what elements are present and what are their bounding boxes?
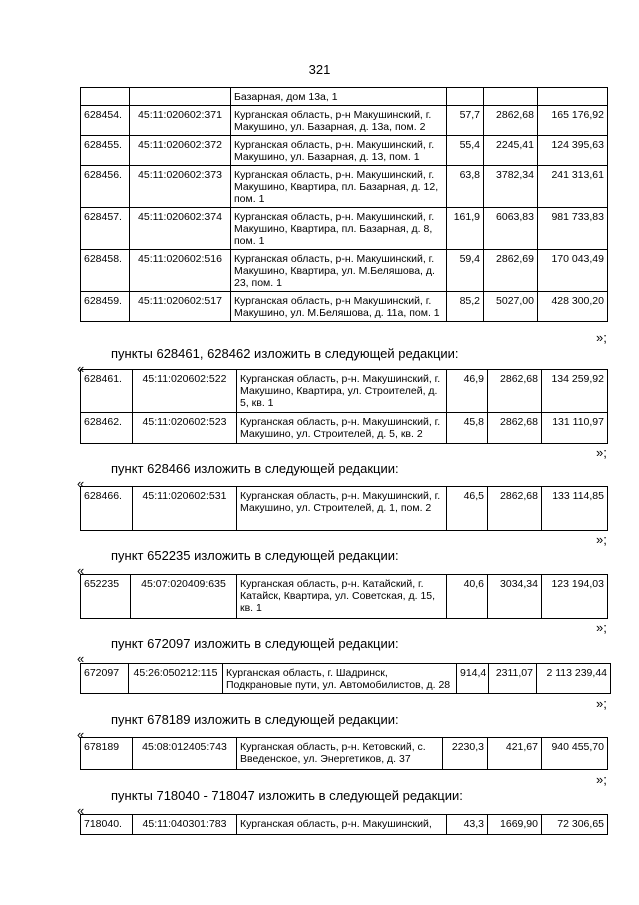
cell-id: 718040.: [81, 815, 133, 835]
cell-area: 57,7: [447, 106, 484, 136]
cell-cadastral: 45:11:020602:372: [130, 136, 231, 166]
opening-quote: «: [77, 727, 85, 742]
cell-price: 2862,68: [488, 370, 542, 413]
cell-area: 59,4: [447, 250, 484, 292]
cell-cadastral: 45:11:020602:373: [130, 166, 231, 208]
cell-id: 678189: [81, 738, 133, 770]
cell-address: Курганская область, р-н. Макушинский, г. Макушино, Квартира, пл. Базарная, д. 12, пом. 1: [231, 166, 447, 208]
cell-cost: 72 306,65: [542, 815, 608, 835]
cell-address: Курганская область, р-н. Кетовский, с. Введенское, ул. Энергетиков, д. 37: [237, 738, 443, 770]
property-table-1: [80, 87, 608, 322]
amendment-paragraph: пункт 652235 изложить в следующей редакции:: [111, 548, 399, 563]
cell-price: 2862,68: [488, 413, 542, 444]
cell-id: 628456.: [81, 166, 130, 208]
cell-price: 3034,34: [488, 575, 542, 619]
closing-quote: »;: [596, 330, 607, 345]
cell-area: 2230,3: [443, 738, 488, 770]
cell-cadastral: 45:07:020409:635: [131, 575, 237, 619]
cell-area: 63,8: [447, 166, 484, 208]
cell-cadastral: 45:11:040301:783: [133, 815, 237, 835]
cell-price: 3782,34: [484, 166, 538, 208]
cell-cost: 981 733,83: [538, 208, 608, 250]
cell-cadastral: 45:08:012405:743: [133, 738, 237, 770]
cell-address: Курганская область, р-н. Макушинский, г. Макушино, ул. Строителей, д. 5, кв. 2: [237, 413, 447, 444]
cell-cost: 123 194,03: [542, 575, 608, 619]
table-row: [81, 370, 608, 413]
amendment-paragraph: пункты 718040 - 718047 изложить в следующей редакции:: [111, 788, 463, 803]
cell-cost: 2 113 239,44: [537, 664, 611, 694]
amendment-paragraph: пункты 628461, 628462 изложить в следующей редакции:: [111, 346, 459, 361]
opening-quote: «: [77, 651, 85, 666]
cell-address: Курганская область, р-н. Макушинский,: [237, 815, 447, 835]
cell-price: 2862,68: [488, 487, 542, 531]
cell-cadastral: 45:11:020602:531: [133, 487, 237, 531]
opening-quote: «: [77, 476, 85, 491]
table-row: [81, 738, 608, 770]
opening-quote: «: [77, 563, 85, 578]
cell-price: 2311,07: [489, 664, 537, 694]
cell-id: 628459.: [81, 292, 130, 322]
cell-price: 2862,68: [484, 106, 538, 136]
cell-address: Курганская область, г. Шадринск, Подкрановые пути, ул. Автомобилистов, д. 28: [223, 664, 457, 694]
cell-price: 6063,83: [484, 208, 538, 250]
table-row: [81, 208, 608, 250]
cell-id: 628457.: [81, 208, 130, 250]
table-row: [81, 487, 608, 531]
cell-cost: 940 455,70: [542, 738, 608, 770]
cell-id: 628455.: [81, 136, 130, 166]
cell-area: 46,9: [447, 370, 488, 413]
cell-address: Курганская область, р-н. Макушинский, г. Макушино, ул. Базарная, д. 13, пом. 1: [231, 136, 447, 166]
cell-address: Курганская область, р-н. Катайский, г. Катайск, Квартира, ул. Советская, д. 15, кв. 1: [237, 575, 447, 619]
cell-area: 85,2: [447, 292, 484, 322]
cell-price: 2862,69: [484, 250, 538, 292]
cell-address: Курганская область, р-н. Макушинский, г. Макушино, Квартира, ул. М.Беляшова, д. 23, пом. 1: [231, 250, 447, 292]
cell-cadastral: 45:11:020602:516: [130, 250, 231, 292]
property-table-2: [80, 369, 608, 444]
table-row: [81, 664, 611, 694]
cell-cadastral: 45:11:020602:374: [130, 208, 231, 250]
table-row: [81, 106, 608, 136]
cell-cost: 133 114,85: [542, 487, 608, 531]
cell-address: Курганская область, р-н. Макушинский, г. Макушино, ул. Строителей, д. 1, пом. 2: [237, 487, 447, 531]
cell-cadastral: 45:26:050212:115: [129, 664, 223, 694]
cell-cost: 241 313,61: [538, 166, 608, 208]
property-table-6: [80, 737, 608, 770]
cell-address: Курганская область, р-н. Макушинский, г. Макушино, Квартира, пл. Базарная, д. 8, пом. 1: [231, 208, 447, 250]
cell-address: Курганская область, р-н Макушинский, г. Макушино, ул. Базарная, д. 13а, пом. 2: [231, 106, 447, 136]
cell-area: 40,6: [447, 575, 488, 619]
table-row: [81, 250, 608, 292]
cell-id: 672097: [81, 664, 129, 694]
cell-area: 161,9: [447, 208, 484, 250]
cell-address: Курганская область, р-н. Макушинский, г. Макушино, Квартира, ул. Строителей, д. 5, кв. 1: [237, 370, 447, 413]
cell-cadastral: 45:11:020602:522: [133, 370, 237, 413]
closing-quote: »;: [596, 620, 607, 635]
property-table-7: [80, 814, 608, 835]
cell-id: 628454.: [81, 106, 130, 136]
amendment-paragraph: пункт 672097 изложить в следующей редакции:: [111, 636, 399, 651]
cell-cost: 428 300,20: [538, 292, 608, 322]
cell-cadastral: [130, 88, 231, 106]
cell-id: [81, 88, 130, 106]
page-number: 321: [308, 62, 331, 77]
cell-area: 914,4: [457, 664, 489, 694]
cell-id: 628466.: [81, 487, 133, 531]
table-row: [81, 815, 608, 835]
closing-quote: »;: [596, 445, 607, 460]
cell-id: 652235: [81, 575, 131, 619]
cell-cost: 124 395,63: [538, 136, 608, 166]
table-row: [81, 136, 608, 166]
cell-area: [447, 88, 484, 106]
closing-quote: »;: [596, 772, 607, 787]
table-row: [81, 88, 608, 106]
amendment-paragraph: пункт 678189 изложить в следующей редакции:: [111, 712, 399, 727]
closing-quote: »;: [596, 532, 607, 547]
cell-cadastral: 45:11:020602:371: [130, 106, 231, 136]
cell-area: 46,5: [447, 487, 488, 531]
cell-price: 421,67: [488, 738, 542, 770]
cell-address: Базарная, дом 13а, 1: [231, 88, 447, 106]
cell-cost: [538, 88, 608, 106]
cell-cost: 134 259,92: [542, 370, 608, 413]
table-row: [81, 292, 608, 322]
property-table-3: [80, 486, 608, 531]
opening-quote: «: [77, 803, 85, 818]
cell-cadastral: 45:11:020602:523: [133, 413, 237, 444]
cell-price: 2245,41: [484, 136, 538, 166]
amendment-paragraph: пункт 628466 изложить в следующей редакции:: [111, 461, 399, 476]
cell-price: 1669,90: [488, 815, 542, 835]
property-table-4: [80, 574, 608, 619]
closing-quote: »;: [596, 696, 607, 711]
table-row: [81, 166, 608, 208]
cell-area: 43,3: [447, 815, 488, 835]
cell-price: 5027,00: [484, 292, 538, 322]
cell-cadastral: 45:11:020602:517: [130, 292, 231, 322]
cell-id: 628462.: [81, 413, 133, 444]
property-table-5: [80, 663, 611, 694]
table-row: [81, 413, 608, 444]
cell-id: 628458.: [81, 250, 130, 292]
cell-area: 45,8: [447, 413, 488, 444]
cell-cost: 165 176,92: [538, 106, 608, 136]
cell-id: 628461.: [81, 370, 133, 413]
table-row: [81, 575, 608, 619]
cell-cost: 131 110,97: [542, 413, 608, 444]
opening-quote: «: [77, 361, 85, 376]
cell-cost: 170 043,49: [538, 250, 608, 292]
cell-area: 55,4: [447, 136, 484, 166]
cell-price: [484, 88, 538, 106]
cell-address: Курганская область, р-н Макушинский, г. Макушино, ул. М.Беляшова, д. 11а, пом. 1: [231, 292, 447, 322]
